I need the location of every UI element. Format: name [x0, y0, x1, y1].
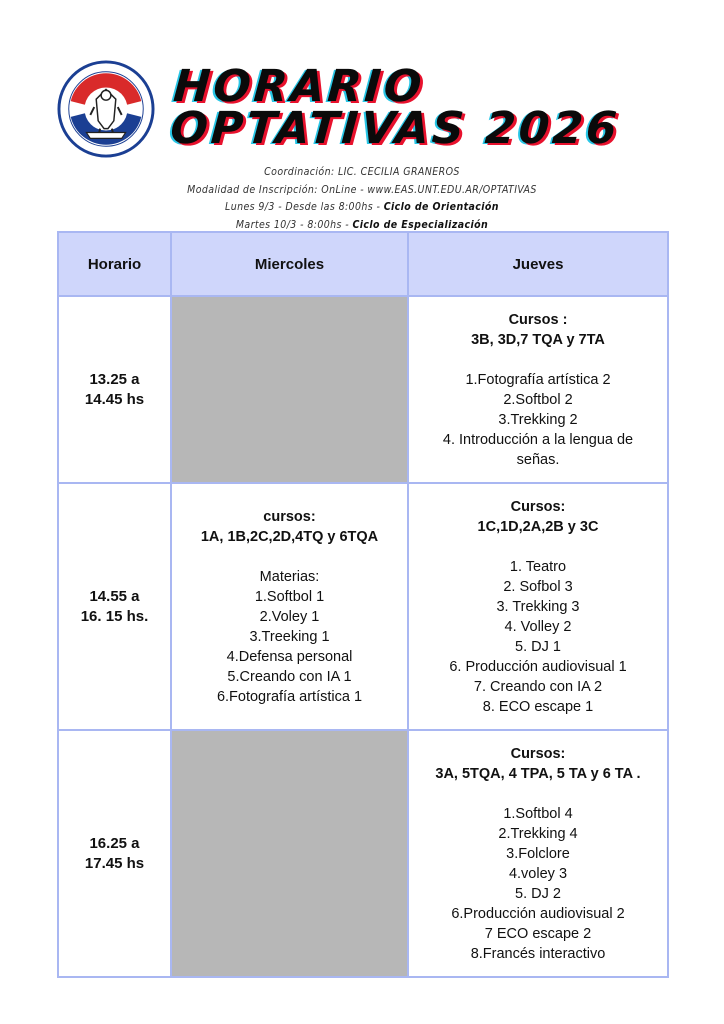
miercoles-heading: 1A, 1B,2C,2D,4TQ y 6TQA — [200, 528, 379, 545]
spacer — [410, 784, 666, 804]
miercoles-cell — [171, 296, 408, 483]
list-item: 6.Producción audiovisual 2 — [451, 905, 625, 922]
list-item: 2. Sofbol 3 — [503, 578, 573, 595]
jueves-content — [410, 310, 666, 470]
jueves-heading: 3A, 5TQA, 4 TPA, 5 TA y 6 TA . — [435, 765, 641, 782]
list-item: 6. Producción audiovisual 1 — [449, 658, 627, 675]
list-item: 3. Trekking 3 — [496, 598, 580, 615]
table-header-row — [58, 232, 668, 296]
header-jueves: Jueves — [408, 232, 668, 296]
list-item: 1.Softbol 1 — [254, 588, 325, 605]
table-row — [58, 730, 668, 977]
list-item: 4.Defensa personal — [226, 648, 353, 665]
jueves-content — [410, 744, 666, 964]
list-item: 8. ECO escape 1 — [482, 698, 594, 715]
title-line-2: OPTATIVAS 2026 — [168, 103, 622, 154]
list-item: 7 ECO escape 2 — [484, 925, 592, 942]
list-item: 1. Teatro — [509, 558, 567, 575]
time-line: 16. 15 hs. — [80, 607, 149, 625]
spacer — [173, 547, 406, 567]
jueves-cell — [408, 483, 668, 730]
lunes-prefix: Lunes 9/3 - Desde las 8:00hs - — [225, 201, 384, 213]
list-item: 4.voley 3 — [508, 865, 568, 882]
header-horario: Horario — [58, 232, 171, 296]
time-line: 14.55 a — [89, 587, 140, 605]
spacer — [410, 537, 666, 557]
list-item: 2.Trekking 4 — [498, 825, 578, 842]
spacer — [410, 350, 666, 370]
martes-prefix: Martes 10/3 - 8:00hs - — [235, 218, 353, 231]
time-cell — [58, 483, 171, 730]
list-item: 3.Trekking 2 — [498, 411, 578, 428]
list-item: 4. Volley 2 — [504, 618, 572, 635]
list-item: 3.Treeking 1 — [249, 628, 330, 645]
list-item: 2.Voley 1 — [259, 608, 320, 625]
lunes-ciclo: Ciclo de Orientación — [383, 201, 499, 213]
school-logo — [57, 60, 155, 158]
list-item: 5. DJ 2 — [515, 885, 561, 902]
miercoles-cell — [171, 483, 408, 730]
list-item: señas. — [516, 451, 560, 468]
jueves-content — [410, 497, 666, 717]
list-item: 1.Fotografía artística 2 — [465, 371, 611, 388]
jueves-heading: Cursos: — [510, 498, 566, 515]
list-item: 5. DJ 1 — [515, 638, 561, 655]
jueves-cell — [408, 296, 668, 483]
page-title — [168, 61, 624, 154]
time-line: 17.45 hs — [84, 854, 145, 872]
table-row — [58, 483, 668, 730]
list-item: 6.Fotografía artística 1 — [216, 688, 363, 705]
martes-ciclo: Ciclo de Especialización — [352, 218, 489, 231]
jueves-cell — [408, 730, 668, 977]
title-line-1: HORARIO — [171, 61, 427, 112]
modalidad-text: Modalidad de Inscripción: OnLine - www.EAS.UNT.EDU.AR/OPTATIVAS — [187, 183, 537, 196]
jueves-heading: Cursos: — [510, 745, 566, 762]
list-item: 3.Folclore — [506, 845, 570, 862]
miercoles-heading: cursos: — [263, 508, 316, 525]
list-item: Materias: — [259, 568, 320, 585]
header-miercoles: Miercoles — [171, 232, 408, 296]
lunes-line — [0, 199, 724, 217]
time-line: 16.25 a — [89, 834, 140, 852]
miercoles-cell — [171, 730, 408, 977]
info-block — [0, 164, 724, 234]
time-line: 14.45 hs — [84, 390, 145, 408]
list-item: 8.Francés interactivo — [470, 945, 606, 962]
list-item: 4. Introducción a la lengua de — [442, 431, 634, 448]
list-item: 2.Softbol 2 — [503, 391, 573, 408]
list-item: 1.Softbol 4 — [503, 805, 573, 822]
time-cell — [58, 296, 171, 483]
table-row — [58, 296, 668, 483]
jueves-heading: 3B, 3D,7 TQA y 7TA — [471, 331, 605, 348]
coordinacion-text: Coordinación: LIC. CECILIA GRANEROS — [264, 166, 460, 178]
time-line: 13.25 a — [89, 370, 140, 388]
schedule-table — [57, 231, 669, 978]
list-item: 5.Creando con IA 1 — [227, 668, 352, 685]
time-cell — [58, 730, 171, 977]
list-item: 7. Creando con IA 2 — [473, 678, 603, 695]
jueves-heading: Cursos : — [508, 311, 568, 328]
miercoles-content — [173, 507, 406, 707]
jueves-heading: 1C,1D,2A,2B y 3C — [477, 518, 599, 535]
